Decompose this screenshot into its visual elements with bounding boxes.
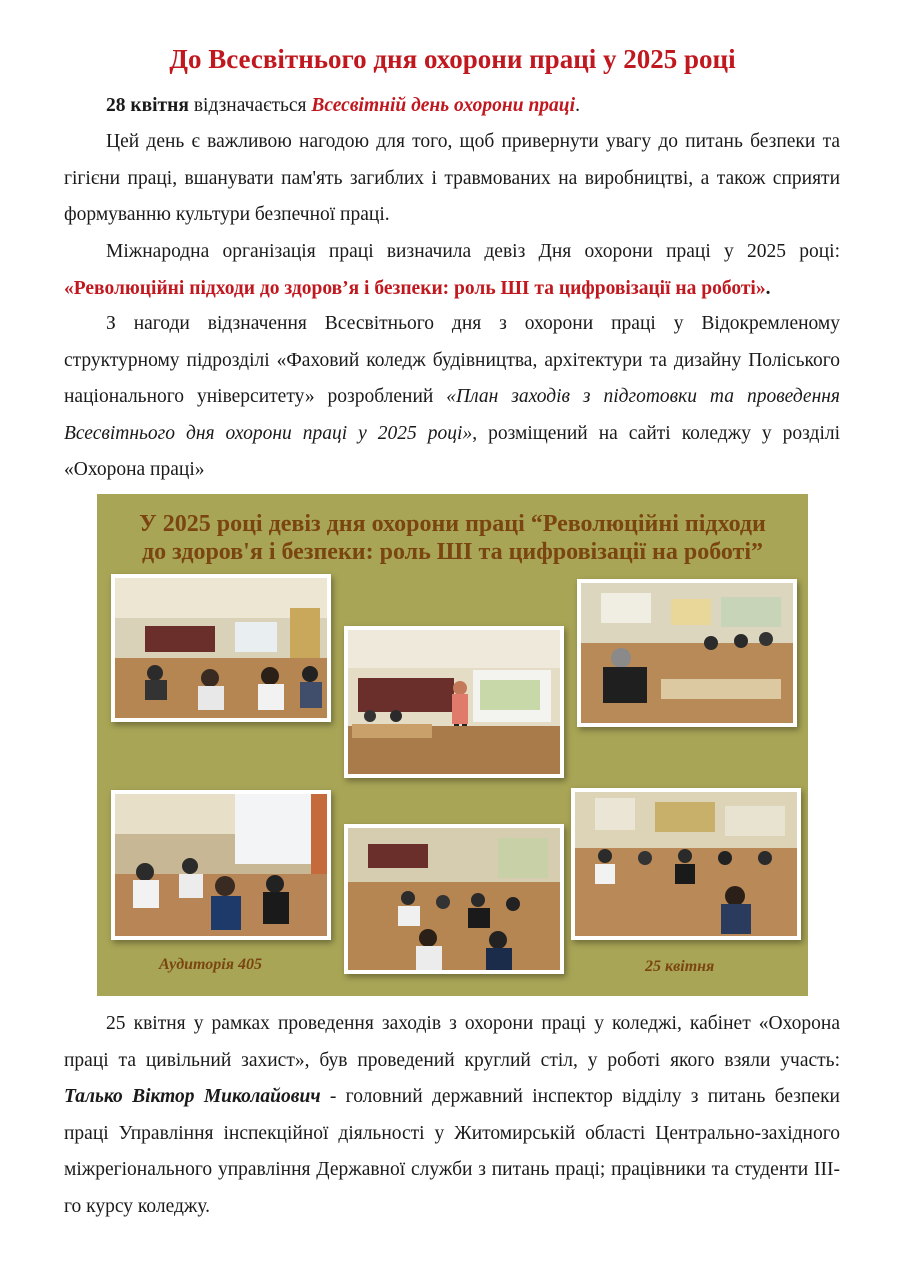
page-title: До Всесвітнього дня охорони праці у 2025 році	[169, 44, 736, 74]
caption-left: Аудиторія 405	[159, 956, 262, 973]
paragraph-roundtable	[64, 1006, 840, 1225]
plan-title: «План заходів з підготовки та проведення Всесвітнього дня охорони праці у 2025 році»	[64, 386, 840, 444]
paragraph-text: Міжнародна організація праці визначила девіз Дня охорони праці у 2025 році:	[106, 241, 840, 262]
collage-title	[97, 510, 808, 566]
paragraph-motto	[64, 234, 840, 307]
paragraph-end: , розміщений на сайті коледжу у розділі «Охорона праці»	[64, 422, 841, 480]
classroom-photo	[111, 574, 331, 722]
paragraph-plan	[64, 306, 840, 489]
paragraph-end: .	[765, 277, 771, 299]
paragraph-text: 25 квітня у рамках проведення заходів з охорони праці у коледжі, кабінет «Охорона праці та цивільний захист», був проведений круглий стіл, у роботі якого взяли участь:	[64, 1013, 840, 1071]
photo-collage	[97, 494, 808, 996]
presentation-photo	[344, 626, 564, 778]
classroom-photo	[111, 790, 331, 940]
classroom-photo	[577, 579, 797, 727]
inspector-name: Талько Віктор Миколайович	[64, 1086, 321, 1107]
event-name: Всесвітній день охорони праці	[311, 95, 576, 116]
paragraph-date	[64, 88, 840, 125]
paragraph-end: .	[575, 95, 580, 116]
motto-text: «Революційні підходи до здоров’я і безпеки: роль ШІ та цифровізації на роботі»	[64, 277, 766, 299]
paragraph-text: З нагоди відзначення Всесвітнього дня з охорони праці у Відокремленому структурному підрозділі «Фаховий коледж будівництва, архітектури та дизайну Поліського національного університету» розроблений	[64, 313, 840, 407]
paragraph-text: - головний державний інспектор відділу з питань безпеки праці Управління інспекційної діяльності у Житомирській області Центрально-західного міжрегіонального управління Державної служби з питань праці; працівники та студенти ІІІ-го курсу коледжу.	[64, 1086, 840, 1217]
caption-right: 25 квітня	[645, 958, 715, 975]
paragraph-text: відзначається	[188, 95, 312, 116]
classroom-photo	[344, 824, 564, 974]
collage-title-line: У 2025 році девіз дня охорони праці “Революційні підходи	[139, 511, 766, 537]
collage-title-line: до здоров'я і безпеки: роль ШІ та цифровізації на роботі”	[141, 539, 764, 565]
event-date: 28 квітня	[106, 95, 189, 116]
classroom-photo	[571, 788, 801, 940]
paragraph-purpose: Цей день є важливою нагодою для того, щоб привернути увагу до питань безпеки та гігієни праці, вшанувати пам'ять загиблих і травмованих на виробництві, а також сприяти формуванню культури безпечної праці.	[64, 131, 840, 225]
